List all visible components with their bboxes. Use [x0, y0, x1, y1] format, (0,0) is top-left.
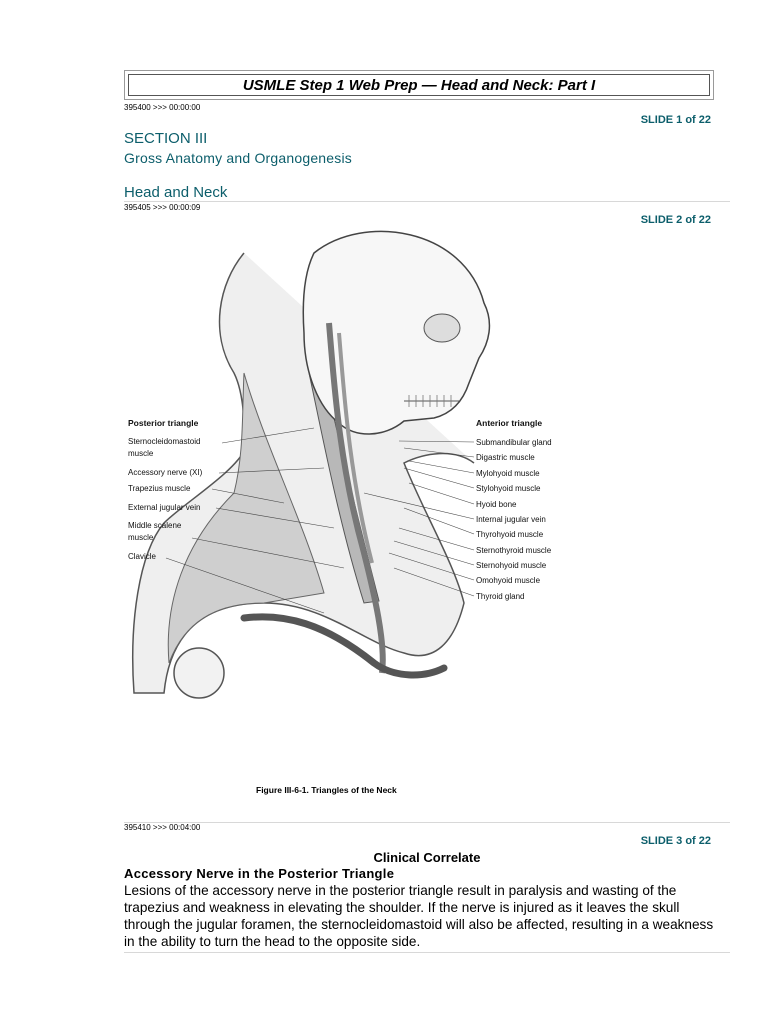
clinical-correlate-body: Lesions of the accessory nerve in the posterior triangle result in paralysis and wasting of the trapezius and weakness in elevating the shoulder. If the nerve is injured as it leaves the skull through the jugular foramen, the sternocleidomastoid will also be affected, resulting in a weakness in the ability to turn the head to the opposite side. [124, 883, 714, 949]
humeral-head [174, 648, 224, 698]
clinical-correlate-heading: Clinical Correlate [373, 850, 481, 865]
divider [124, 952, 730, 953]
slide-1-timecode: 395400 >>> 00:00:00 [124, 103, 201, 112]
section-topic: Head and Neck [124, 184, 228, 201]
posterior-label-7: muscle [128, 533, 154, 542]
anterior-heading: Anterior triangle [476, 418, 543, 428]
divider [124, 822, 730, 823]
neck-triangles-figure [124, 223, 564, 808]
anterior-label-1: Submandibular gland [476, 438, 552, 447]
section-number: SECTION III [124, 130, 208, 147]
posterior-label-1: Sternocleidomastoid [128, 437, 201, 446]
figure-caption: Figure III-6-1. Triangles of the Neck [256, 785, 397, 795]
clinical-correlate-subheading: Accessory Nerve in the Posterior Triangle [124, 866, 395, 881]
posterior-label-2: muscle [128, 449, 154, 458]
document-title-box [124, 70, 714, 100]
posterior-label-4: Trapezius muscle [128, 484, 191, 493]
anatomy-illustration [124, 223, 564, 808]
anterior-label-9: Sternohyoid muscle [476, 561, 547, 570]
slide-3-label: SLIDE 3 of 22 [640, 835, 711, 847]
anterior-label-4: Stylohyoid muscle [476, 484, 541, 493]
orbit [424, 314, 460, 342]
document-title: USMLE Step 1 Web Prep — Head and Neck: Part I [242, 76, 596, 94]
divider [124, 201, 730, 202]
anterior-label-11: Thyroid gland [476, 592, 525, 601]
anterior-label-10: Omohyoid muscle [476, 576, 541, 585]
anterior-label-8: Sternothyroid muscle [476, 546, 552, 555]
section-name: Gross Anatomy and Organogenesis [124, 150, 352, 166]
posterior-label-5: External jugular vein [128, 503, 201, 512]
posterior-label-6: Middle scalene [128, 521, 182, 530]
posterior-label-3: Accessory nerve (XI) [128, 468, 203, 477]
slide-2-label: SLIDE 2 of 22 [640, 214, 711, 226]
anterior-label-3: Mylohyoid muscle [476, 469, 540, 478]
anterior-label-5: Hyoid bone [476, 500, 517, 509]
anterior-label-2: Digastric muscle [476, 453, 535, 462]
posterior-heading: Posterior triangle [128, 418, 199, 428]
anterior-label-6: Internal jugular vein [476, 515, 546, 524]
slide-3-timecode: 395410 >>> 00:04:00 [124, 823, 201, 832]
posterior-label-8: Clavicle [128, 552, 157, 561]
slide-1-label: SLIDE 1 of 22 [640, 114, 711, 126]
slide-2-timecode: 395405 >>> 00:00:09 [124, 203, 201, 212]
anterior-label-7: Thyrohyoid muscle [476, 530, 544, 539]
document-title-inner [128, 74, 710, 96]
